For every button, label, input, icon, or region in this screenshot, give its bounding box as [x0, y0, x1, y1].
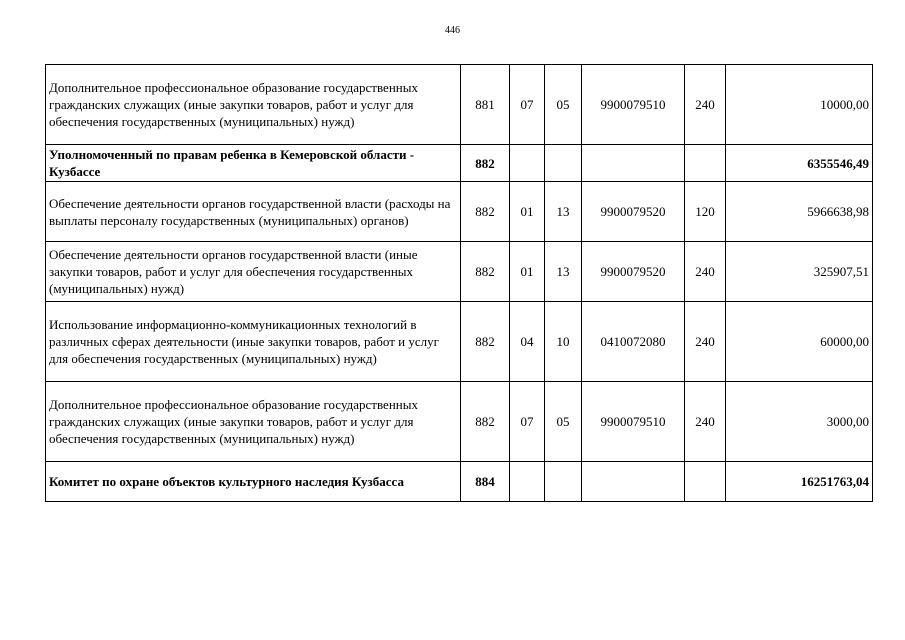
table-row — [46, 242, 873, 302]
row-target-code: 0410072080 — [582, 302, 685, 382]
budget-table — [45, 64, 873, 502]
row-amount: 6355546,49 — [726, 145, 873, 182]
row-amount: 60000,00 — [726, 302, 873, 382]
row-section-code: 04 — [510, 302, 545, 382]
table-row — [46, 182, 873, 242]
row-target-code: 9900079520 — [582, 182, 685, 242]
row-amount: 3000,00 — [726, 382, 873, 462]
row-ved-code: 882 — [461, 302, 510, 382]
row-ved-code: 884 — [461, 462, 510, 502]
row-name: Дополнительное профессиональное образование государственных гражданских служащих (иные закупки товаров, работ и услуг для обеспечения государственных (муниципальных) нужд) — [46, 65, 461, 145]
row-section-code — [510, 145, 545, 182]
row-amount: 16251763,04 — [726, 462, 873, 502]
row-ved-code: 882 — [461, 145, 510, 182]
row-name: Комитет по охране объектов культурного наследия Кузбасса — [46, 462, 461, 502]
row-subsection-code: 13 — [545, 182, 582, 242]
row-expense-type: 240 — [685, 242, 726, 302]
row-target-code: 9900079510 — [582, 382, 685, 462]
row-name: Использование информационно-коммуникационных технологий в различных сферах деятельности (иные закупки товаров, работ и услуг для обеспечения государственных (муниципальных) нужд) — [46, 302, 461, 382]
row-ved-code: 881 — [461, 65, 510, 145]
row-subsection-code: 13 — [545, 242, 582, 302]
row-name: Уполномоченный по правам ребенка в Кемеровской области - Кузбассе — [46, 145, 461, 182]
row-subsection-code: 05 — [545, 65, 582, 145]
row-name: Обеспечение деятельности органов государственной власти (иные закупки товаров, работ и услуг для обеспечения государственных (муниципальных) нужд) — [46, 242, 461, 302]
row-target-code — [582, 145, 685, 182]
row-section-code: 07 — [510, 382, 545, 462]
row-subsection-code: 05 — [545, 382, 582, 462]
row-ved-code: 882 — [461, 382, 510, 462]
row-subsection-code: 10 — [545, 302, 582, 382]
table-row — [46, 145, 873, 182]
row-expense-type: 240 — [685, 302, 726, 382]
row-target-code: 9900079510 — [582, 65, 685, 145]
row-section-code: 07 — [510, 65, 545, 145]
row-section-code: 01 — [510, 242, 545, 302]
row-expense-type: 240 — [685, 382, 726, 462]
row-expense-type — [685, 462, 726, 502]
table-row — [46, 65, 873, 145]
page-number: 446 — [445, 25, 460, 36]
row-ved-code: 882 — [461, 182, 510, 242]
table-row — [46, 462, 873, 502]
row-amount: 10000,00 — [726, 65, 873, 145]
row-section-code: 01 — [510, 182, 545, 242]
row-expense-type: 240 — [685, 65, 726, 145]
row-expense-type — [685, 145, 726, 182]
row-amount: 325907,51 — [726, 242, 873, 302]
row-target-code — [582, 462, 685, 502]
table-row — [46, 302, 873, 382]
row-section-code — [510, 462, 545, 502]
row-subsection-code — [545, 145, 582, 182]
row-expense-type: 120 — [685, 182, 726, 242]
row-amount: 5966638,98 — [726, 182, 873, 242]
row-subsection-code — [545, 462, 582, 502]
row-ved-code: 882 — [461, 242, 510, 302]
row-name: Дополнительное профессиональное образование государственных гражданских служащих (иные закупки товаров, работ и услуг для обеспечения государственных (муниципальных) нужд) — [46, 382, 461, 462]
row-target-code: 9900079520 — [582, 242, 685, 302]
row-name: Обеспечение деятельности органов государственной власти (расходы на выплаты персоналу государственных (муниципальных) органов) — [46, 182, 461, 242]
table-row — [46, 382, 873, 462]
